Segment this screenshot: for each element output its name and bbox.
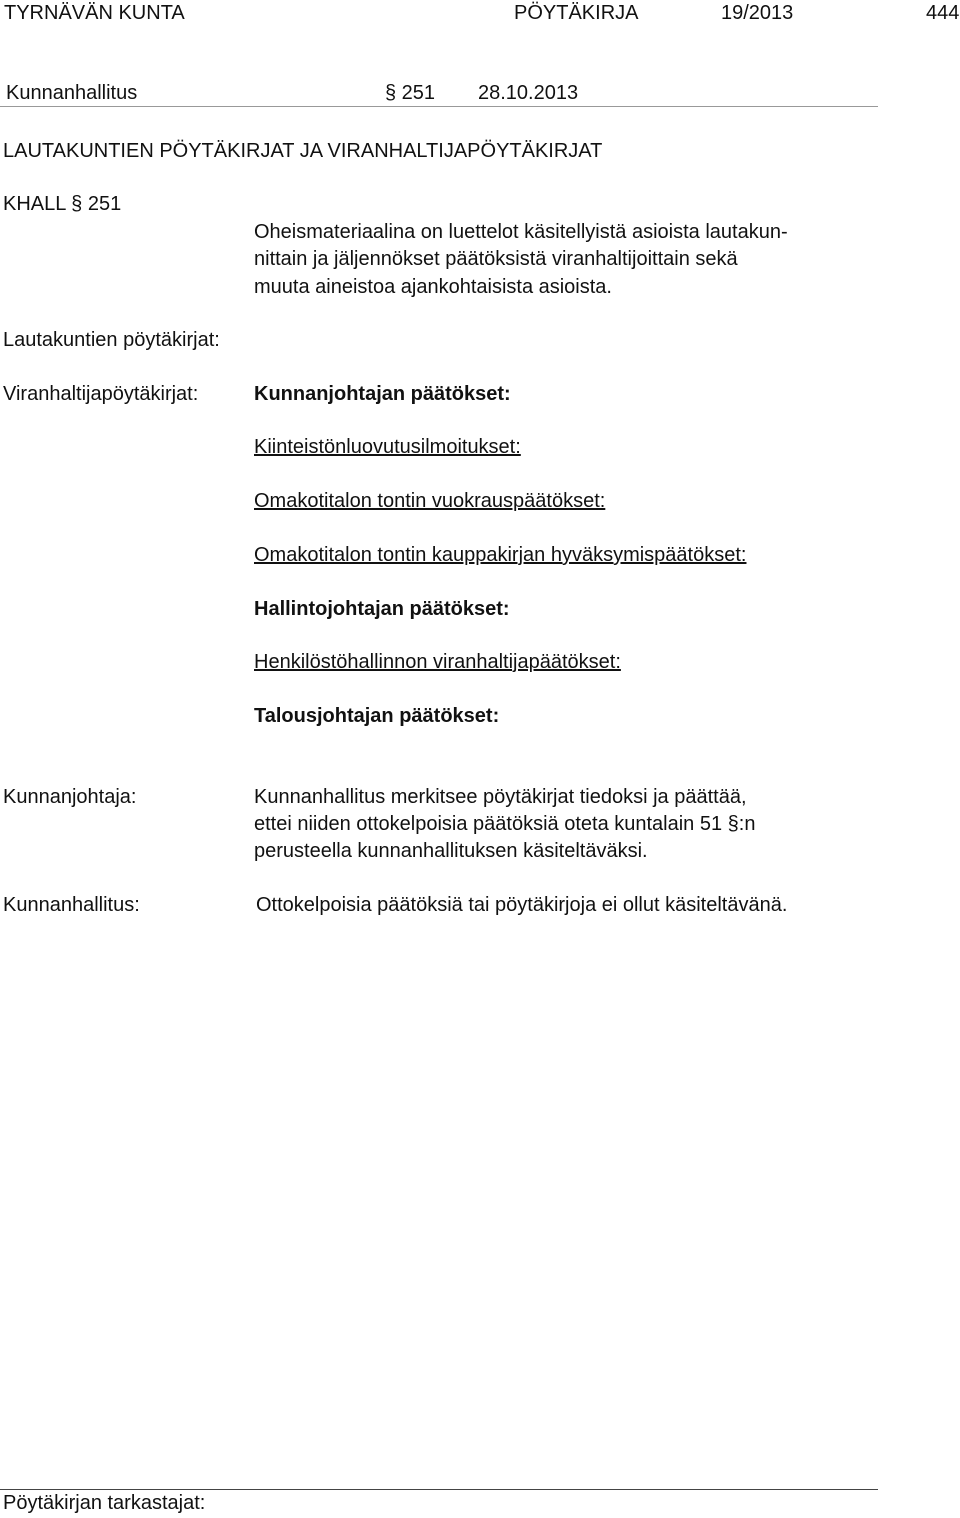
section-number: § 251	[385, 82, 436, 104]
proposal-line: ettei niiden ottokelpoisia päätöksiä oteta kuntalain 51 §:n	[254, 813, 756, 835]
meeting-date: 28.10.2013	[478, 82, 579, 104]
decision-label: Kunnanhallitus:	[3, 894, 140, 916]
label-lautakunnat: Lautakuntien pöytäkirjat:	[3, 329, 220, 351]
item-link[interactable]: Henkilöstöhallinnon viranhaltijapäätökset:	[254, 651, 621, 673]
item-heading: Kunnanjohtajan päätökset:	[254, 383, 511, 405]
meeting-body: Kunnanhallitus	[6, 82, 138, 104]
item-heading: Hallintojohtajan päätökset:	[254, 598, 510, 620]
page-title: LAUTAKUNTIEN PÖYTÄKIRJAT JA VIRANHALTIJAPÖYTÄKIRJAT	[3, 140, 603, 162]
doc-number: 19/2013	[721, 2, 794, 24]
item-link[interactable]: Omakotitalon tontin vuokrauspäätökset:	[254, 490, 606, 512]
item-link[interactable]: Omakotitalon tontin kauppakirjan hyväksymispäätökset:	[254, 544, 747, 566]
label-viranhaltijat: Viranhaltijapöytäkirjat:	[3, 383, 199, 405]
header-divider	[0, 106, 878, 107]
proposal-line: Kunnanhallitus merkitsee pöytäkirjat tiedoksi ja päättää,	[254, 786, 747, 808]
footer-label: Pöytäkirjan tarkastajat:	[3, 1492, 206, 1514]
decision-text: Ottokelpoisia päätöksiä tai pöytäkirjoja ei ollut käsiteltävänä.	[256, 894, 788, 916]
section-ref: KHALL § 251	[3, 193, 122, 215]
proposal-line: perusteella kunnanhallituksen käsiteltäväksi.	[254, 840, 648, 862]
intro-line: Oheismateriaalina on luettelot käsitellyistä asioista lautakun-	[254, 221, 788, 243]
page-number: 444	[926, 2, 960, 24]
intro-line: muuta aineistoa ajankohtaisista asioista.	[254, 276, 612, 298]
item-link[interactable]: Kiinteistönluovutusilmoitukset:	[254, 436, 521, 458]
intro-line: nittain ja jäljennökset päätöksistä viranhaltijoittain sekä	[254, 248, 738, 270]
proposal-label: Kunnanjohtaja:	[3, 786, 137, 808]
item-heading: Talousjohtajan päätökset:	[254, 705, 500, 727]
doc-type: PÖYTÄKIRJA	[514, 2, 639, 24]
org-name: TYRNÄVÄN KUNTA	[4, 2, 185, 24]
